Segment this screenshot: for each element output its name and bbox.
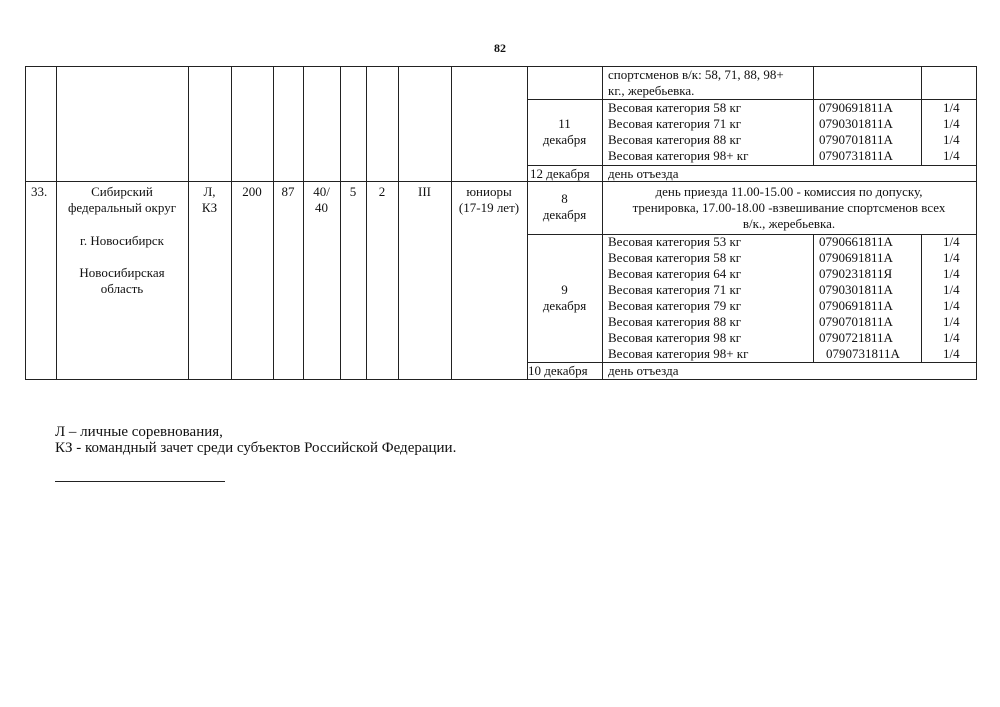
weight-category-stage: 1/4 (943, 314, 960, 329)
weight-category-code: 0790721811А (819, 330, 893, 345)
cell-value: 87 (281, 184, 295, 199)
col-line (451, 66, 452, 380)
date-11-day: 11 (558, 116, 571, 131)
cell-value: 40/ (313, 184, 330, 199)
weight-category-stage: 1/4 (943, 132, 960, 147)
weight-category-label: Весовая категория 71 кг (608, 116, 742, 131)
weight-category-label: Весовая категория 98 кг (608, 330, 742, 345)
col-line (188, 66, 189, 380)
departure-text: день отъезда (608, 166, 679, 181)
legend-line: КЗ - командный зачет среди субъектов Российской Федерации. (55, 440, 457, 456)
weight-category-code: 0790231811Я (819, 266, 893, 281)
weight-category-code: 0790691811А (819, 250, 893, 265)
city: г. Новосибирск (79, 233, 164, 248)
continuation-text-line: спортсменов в/к: 58, 71, 88, 98+ (608, 67, 784, 82)
col-line (340, 66, 341, 380)
region-line: Новосибирская (79, 265, 165, 280)
legend-line: Л – личные соревнования, (55, 424, 223, 440)
arrival-text-line: день приезда 11.00-15.00 - комиссия по допуску, (655, 184, 923, 199)
col-line (25, 66, 26, 380)
weight-category-label: Весовая категория 88 кг (608, 132, 742, 147)
row-line (527, 234, 976, 235)
weight-category-code: 0790731811А (819, 148, 893, 163)
weight-category-stage: 1/4 (943, 282, 960, 297)
table-top-border (25, 66, 976, 67)
departure-date: 12 декабря (530, 166, 590, 181)
weight-category-label: Весовая категория 98+ кг (608, 346, 749, 361)
departure-date: 10 декабря (528, 363, 588, 378)
weight-category-label: Весовая категория 58 кг (608, 250, 742, 265)
weight-category-code: 0790701811А (819, 132, 893, 147)
departure-text: день отъезда (608, 363, 679, 378)
weight-category-code: 0790301811А (819, 282, 893, 297)
weight-category-code: 0790691811А (819, 298, 893, 313)
region-line: область (100, 281, 144, 296)
col-line (527, 66, 528, 380)
age-group: юниоры (466, 184, 512, 199)
col-line (56, 66, 57, 380)
col-line (231, 66, 232, 380)
row-line (527, 165, 976, 166)
weight-category-stage: 1/4 (943, 148, 960, 163)
cell-value: 40 (315, 200, 328, 215)
col-line (921, 234, 922, 363)
weight-category-stage: 1/4 (943, 234, 960, 249)
date-8-day: 8 (561, 191, 568, 206)
cell-value: 200 (242, 184, 262, 199)
col-line (303, 66, 304, 380)
weight-category-stage: 1/4 (943, 298, 960, 313)
weight-category-label: Весовая категория 88 кг (608, 314, 742, 329)
col-line (273, 66, 274, 380)
weight-category-label: Весовая категория 53 кг (608, 234, 742, 249)
district-line: Сибирский (91, 184, 153, 199)
col-line (921, 66, 922, 166)
col-line (366, 66, 367, 380)
row-line (527, 362, 976, 363)
weight-category-code: 0790701811А (819, 314, 893, 329)
weight-category-label: Весовая категория 98+ кг (608, 148, 749, 163)
date-8-month: декабря (542, 207, 587, 222)
weight-category-stage: 1/4 (943, 100, 960, 115)
arrival-text-line: в/к., жеребьевка. (742, 216, 836, 231)
col-line (813, 66, 814, 166)
date-9-day: 9 (561, 282, 568, 297)
page-number: 82 (494, 41, 506, 55)
continuation-text-line: кг., жеребьевка. (608, 83, 695, 98)
weight-category-stage: 1/4 (943, 250, 960, 265)
competition-type: Л, (203, 184, 216, 199)
weight-category-label: Весовая категория 58 кг (608, 100, 742, 115)
row-line (527, 99, 976, 100)
weight-category-stage: 1/4 (943, 266, 960, 281)
entry-number: 33. (31, 184, 48, 199)
cell-value: 2 (378, 184, 386, 199)
date-11-month: декабря (542, 132, 587, 147)
weight-category-label: Весовая категория 71 кг (608, 282, 742, 297)
competition-type: КЗ (201, 200, 218, 215)
weight-category-stage: 1/4 (943, 330, 960, 345)
date-9-month: декабря (542, 298, 587, 313)
table-bottom-border (25, 379, 976, 380)
weight-category-code: 0790691811А (819, 100, 893, 115)
col-line (398, 66, 399, 380)
weight-category-label: Весовая категория 64 кг (608, 266, 742, 281)
weight-category-stage: 1/4 (943, 346, 960, 361)
arrival-text-line: тренировка, 17.00-18.00 -взвешивание спортсменов всех (632, 200, 946, 215)
table-right-border (976, 66, 977, 380)
weight-category-stage: 1/4 (943, 116, 960, 131)
weight-category-code: 0790661811А (819, 234, 893, 249)
weight-category-code: 0790301811А (819, 116, 893, 131)
col-line (813, 234, 814, 363)
cell-value: III (418, 184, 431, 199)
row-line (25, 181, 976, 182)
cell-value: 5 (349, 184, 357, 199)
footer-divider (55, 481, 225, 482)
weight-category-code: 0790731811А (826, 346, 900, 361)
age-group: (17-19 лет) (458, 200, 520, 215)
district-line: федеральный округ (67, 200, 177, 215)
weight-category-label: Весовая категория 79 кг (608, 298, 742, 313)
